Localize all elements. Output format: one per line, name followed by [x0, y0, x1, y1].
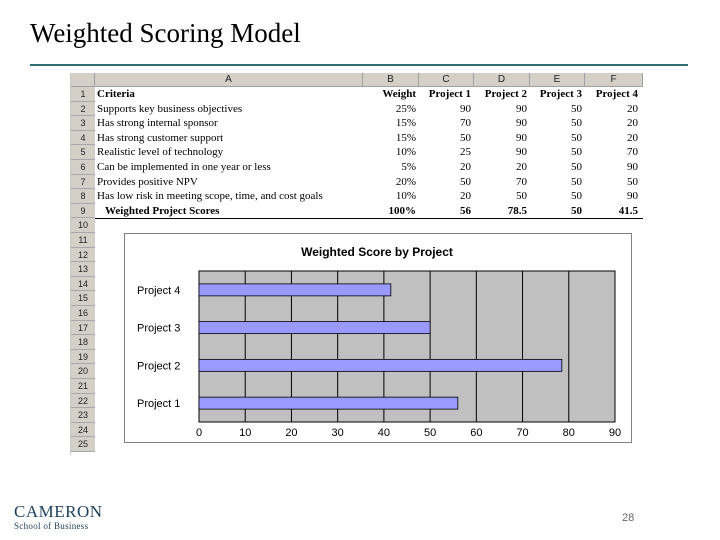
x-tick-label: 10 [239, 427, 252, 439]
totals-project1: 56 [460, 204, 471, 217]
page-number: 28 [622, 512, 635, 524]
bar-project-1 [199, 397, 458, 409]
slide-title: Weighted Scoring Model [30, 18, 301, 48]
row-number: 23 [71, 408, 95, 423]
column-header-b: B [363, 73, 419, 87]
row-number: 15 [71, 291, 95, 306]
row-number: 18 [71, 335, 95, 350]
row-number: 2 [71, 102, 95, 117]
x-tick-label: 20 [285, 427, 298, 439]
weight-cell: 5% [401, 161, 416, 173]
project3-cell: 50 [571, 190, 582, 203]
project1-cell: 70 [460, 117, 471, 130]
criteria-cell: Provides positive NPV [97, 175, 198, 188]
x-tick-label: 0 [195, 427, 203, 439]
row-number: 10 [71, 218, 95, 233]
totals-project3: 50 [571, 204, 582, 217]
title-divider [30, 64, 688, 66]
row-number: 11 [71, 233, 95, 248]
row-number: 3 [71, 116, 95, 131]
project3-header: Project 3 [539, 88, 582, 100]
logo-subtitle: School of Business [14, 521, 89, 531]
project4-cell: 90 [627, 190, 638, 203]
x-tick-label: 90 [608, 427, 622, 439]
table-row [95, 160, 643, 175]
category-label: Project 3 [137, 322, 181, 335]
x-tick-label: 30 [331, 427, 344, 439]
table-row [95, 116, 643, 131]
row-number: 4 [71, 131, 95, 146]
criteria-cell: Can be implemented in one year or less [97, 161, 271, 173]
x-tick-label: 40 [377, 427, 391, 439]
totals-weight: 100% [388, 204, 416, 217]
project1-cell: 90 [460, 102, 471, 115]
project1-cell: 50 [460, 175, 471, 188]
x-tick-label: 80 [562, 427, 575, 439]
column-header-d: D [474, 73, 530, 87]
project4-cell: 50 [627, 175, 638, 188]
x-tick-label: 60 [470, 427, 483, 439]
project3-cell: 50 [571, 175, 582, 188]
weight-cell: 10% [395, 190, 416, 203]
row-number: 5 [71, 145, 95, 160]
row-number: 16 [71, 306, 95, 321]
column-header-c: C [419, 73, 474, 87]
weight-cell: 15% [395, 117, 416, 130]
chart-svg [125, 234, 631, 442]
row-number: 14 [71, 277, 95, 292]
table-row [95, 175, 643, 190]
x-tick-labels [196, 427, 621, 439]
criteria-cell: Has strong internal sponsor [97, 117, 218, 130]
project3-cell: 50 [571, 102, 582, 115]
totals-project2: 78.5 [507, 204, 527, 217]
bar-project-2 [199, 359, 562, 371]
project1-cell: 20 [460, 190, 471, 203]
bar-project-4 [199, 284, 391, 296]
project3-cell: 50 [571, 117, 582, 130]
row-number: 21 [71, 379, 95, 394]
row-number: 17 [71, 321, 95, 336]
weight-cell: 10% [395, 146, 416, 159]
category-label: Project 4 [137, 284, 181, 297]
criteria-cell: Realistic level of technology [97, 146, 224, 159]
totals-project4: 41.5 [618, 204, 638, 217]
x-tick-label: 50 [423, 427, 437, 439]
logo-wordmark: CAMERON [14, 502, 103, 521]
row-number: 19 [71, 350, 95, 365]
row-number: 13 [71, 262, 95, 277]
project2-cell: 20 [516, 161, 527, 173]
project4-cell: 70 [627, 146, 638, 159]
project4-cell: 20 [627, 102, 638, 115]
project2-cell: 90 [516, 146, 527, 159]
row-number: 8 [71, 189, 95, 204]
project2-header: Project 2 [484, 88, 527, 100]
x-tick-label: 70 [516, 427, 529, 439]
weight-header: Weight [382, 88, 416, 100]
table-row [95, 102, 643, 117]
weighted-score-chart [124, 233, 632, 443]
project4-cell: 20 [627, 131, 638, 144]
project1-cell: 50 [460, 131, 471, 144]
row-number: 25 [71, 437, 95, 452]
project2-cell: 90 [516, 131, 527, 144]
row-number: 20 [71, 364, 95, 379]
project2-cell: 90 [516, 117, 527, 130]
project4-header: Project 4 [595, 88, 638, 100]
weight-cell: 20% [395, 175, 416, 188]
row-number: 1 [71, 87, 95, 102]
project4-cell: 90 [627, 161, 638, 173]
criteria-cell: Has strong customer support [97, 131, 224, 144]
criteria-cell: Has low risk in meeting scope, time, and cost goals [97, 190, 323, 203]
table-row [95, 145, 643, 160]
project1-header: Project 1 [428, 88, 471, 100]
category-labels [137, 285, 180, 410]
project4-cell: 20 [627, 117, 638, 130]
criteria-cell: Supports key business objectives [97, 102, 243, 115]
project2-cell: 50 [516, 190, 527, 203]
totals-row [95, 204, 643, 220]
row-number: 12 [71, 248, 95, 263]
row-number: 24 [71, 423, 95, 438]
column-header-f: F [585, 73, 643, 87]
project3-cell: 50 [571, 146, 582, 159]
row-number: 7 [71, 175, 95, 190]
column-header-a: A [95, 73, 363, 87]
criteria-header: Criteria [97, 88, 135, 100]
row-number: 6 [71, 160, 95, 175]
chart-title: Weighted Score by Project [301, 245, 453, 259]
column-header-e: E [530, 73, 585, 87]
project2-cell: 90 [516, 102, 527, 115]
project1-cell: 20 [460, 161, 471, 173]
row-number: 22 [71, 394, 95, 409]
weight-cell: 15% [395, 131, 416, 144]
project2-cell: 70 [516, 175, 527, 188]
category-label: Project 1 [137, 398, 181, 411]
table-row [95, 131, 643, 146]
corner-cell [71, 73, 95, 87]
project3-cell: 50 [571, 161, 582, 173]
project1-cell: 25 [460, 146, 471, 159]
category-label: Project 2 [137, 360, 181, 373]
row-number: 9 [71, 204, 95, 219]
table-header-row [95, 87, 643, 102]
weight-cell: 25% [395, 102, 416, 115]
cameron-logo [14, 503, 103, 531]
bar-project-3 [199, 322, 430, 334]
project3-cell: 50 [571, 131, 582, 144]
totals-label: Weighted Project Scores [105, 204, 220, 217]
table-row [95, 189, 643, 204]
